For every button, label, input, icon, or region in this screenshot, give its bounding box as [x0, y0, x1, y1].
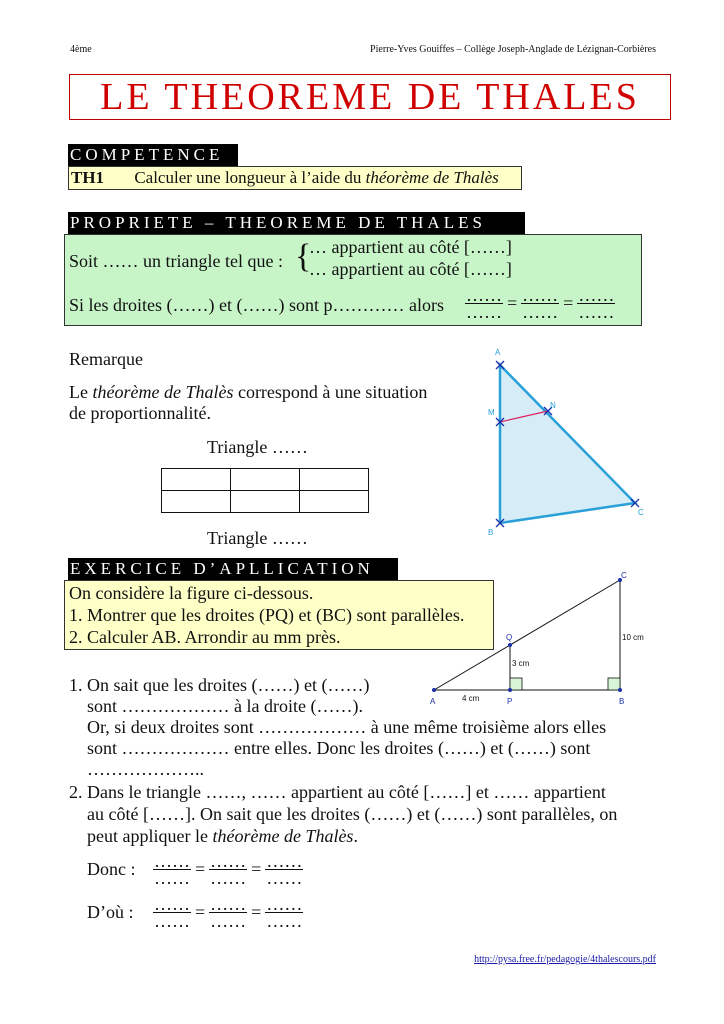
- propriete-line2: Si les droites (……) et (……) sont p………… alors: [69, 295, 444, 315]
- dou-row: D’où : $\frac{\dots\dots}{\dots\dots}$ = $\frac{\dots\dots}{\dots\dots}$ = $\frac{\dots\dots}{\dots\dots}$: [87, 894, 303, 931]
- dou-num-2: ……: [210, 894, 247, 914]
- competence-box: [68, 166, 522, 190]
- dou-num-1: ……: [154, 894, 190, 914]
- donc-num-1: ……: [154, 851, 190, 871]
- class-level: 4ème: [70, 44, 92, 55]
- table-cell[interactable]: [162, 491, 231, 513]
- answer1-line5: ………………..: [87, 759, 204, 779]
- propriete-band: PROPRIETE – THEOREME DE THALES: [68, 212, 525, 234]
- answer2-line2: au côté [……]. On sait que les droites (……) et (……) sont parallèles, on: [87, 804, 618, 824]
- answer2-italic: théorème de Thalès: [212, 826, 354, 846]
- table-cell[interactable]: [231, 469, 300, 491]
- answer2-text-a: peut appliquer le: [87, 826, 213, 846]
- competence-band: COMPETENCE: [68, 144, 238, 166]
- dou-den-3: ……: [266, 911, 303, 931]
- competence-italic: théorème de Thalès: [365, 168, 499, 187]
- donc-den-3: ……: [266, 868, 303, 888]
- dou-label: D’où :: [87, 902, 134, 922]
- remarque-text-a: Le: [69, 382, 93, 402]
- answer1-line1: 1. On sait que les droites (……) et (……): [69, 675, 370, 695]
- table-cell[interactable]: [231, 491, 300, 513]
- exercice-line2: 1. Montrer que les droites (PQ) et (BC) sont parallèles.: [69, 605, 465, 625]
- label-a: A: [430, 697, 436, 706]
- answer2-text-b: .: [353, 826, 358, 846]
- propriete-box: [64, 234, 642, 326]
- ratio-num-1: ……: [466, 285, 502, 305]
- length-bc: 10 cm: [622, 633, 644, 642]
- ratio-den-2: ……: [522, 302, 559, 322]
- triangle-abc: [500, 365, 635, 523]
- answer1-line2: sont ……………… à la droite (……).: [87, 696, 363, 716]
- label-b: B: [488, 528, 494, 537]
- donc-num-2: ……: [210, 851, 247, 871]
- label-m: M: [488, 408, 495, 417]
- thales-figure-1: [480, 345, 660, 545]
- table-cell[interactable]: [300, 469, 369, 491]
- dou-num-3: ……: [266, 894, 303, 914]
- propriete-cond2: … appartient au côté [……]: [309, 259, 512, 279]
- remarque-text: [69, 382, 427, 403]
- donc-den-2: ……: [210, 868, 247, 888]
- thales-figure-2: [420, 568, 660, 718]
- table-cell[interactable]: [162, 469, 231, 491]
- donc-label: Donc :: [87, 859, 136, 879]
- label-c: C: [621, 571, 627, 580]
- segment-ac: [434, 580, 620, 690]
- point-q: [508, 643, 512, 647]
- donc-num-3: ……: [266, 851, 303, 871]
- point-p: [508, 688, 512, 692]
- remarque-italic: théorème de Thalès: [92, 382, 234, 402]
- label-n: N: [550, 401, 556, 410]
- author-line: Pierre-Yves Gouiffes – Collège Joseph-Anglade de Lézignan-Corbières: [370, 44, 656, 55]
- donc-row: Donc : $\frac{\dots\dots}{\dots\dots}$ = $\frac{\dots\dots}{\dots\dots}$ = $\frac{\dots\dots}{\dots\dots}$: [87, 851, 303, 888]
- remarque-text-line2: de proportionnalité.: [69, 403, 211, 423]
- point-a: [432, 688, 436, 692]
- propriete-ratios: $\frac{\dots\dots}{\dots\dots}$ = $\frac{\dots\dots}{\dots\dots}$ = $\frac{\dots\dots}{\dots\dots}$: [466, 285, 615, 322]
- exercice-band: EXERCICE D’APLLICATION: [68, 558, 398, 580]
- answer2-line3: [87, 826, 358, 847]
- answer1-line4: sont ……………… entre elles. Donc les droites (……) et (……) sont: [87, 738, 591, 758]
- ratio-num-3: ……: [578, 285, 615, 305]
- ratio-num-2: ……: [522, 285, 559, 305]
- dou-den-2: ……: [210, 911, 247, 931]
- length-pq: 3 cm: [512, 659, 530, 668]
- exercice-line3: 2. Calculer AB. Arrondir au mm près.: [69, 627, 341, 647]
- right-angle-p: [510, 678, 522, 690]
- triangle-label-1: Triangle ……: [207, 437, 308, 457]
- label-p: P: [507, 697, 513, 706]
- label-a: A: [495, 348, 501, 357]
- ratio-den-1: ……: [466, 302, 502, 322]
- exercice-line1: On considère la figure ci-dessous.: [69, 583, 314, 603]
- answer2-line1: 2. Dans le triangle ……, …… appartient au côté [……] et …… appartient: [69, 782, 606, 802]
- source-link[interactable]: http://pysa.free.fr/pedagogie/4thalescours.pdf: [474, 954, 656, 965]
- proportion-table: [161, 468, 369, 513]
- propriete-cond1: … appartient au côté [……]: [309, 237, 512, 257]
- table-cell[interactable]: [300, 491, 369, 513]
- length-ap: 4 cm: [462, 694, 480, 703]
- competence-code: TH1: [71, 168, 105, 187]
- triangle-label-2: Triangle ……: [207, 528, 308, 548]
- answer1-line3: Or, si deux droites sont ……………… à une même troisième alors elles: [87, 717, 607, 737]
- remarque-label: Remarque: [69, 349, 143, 369]
- dou-den-1: ……: [154, 911, 190, 931]
- page-title: LE THEOREME DE THALES: [69, 74, 671, 120]
- label-c: C: [638, 508, 644, 517]
- right-angle-b: [608, 678, 620, 690]
- donc-den-1: ……: [154, 868, 190, 888]
- ratio-den-3: ……: [578, 302, 615, 322]
- point-b: [618, 688, 622, 692]
- propriete-line1: Soit …… un triangle tel que :: [69, 251, 283, 271]
- competence-text: Calculer une longueur à l’aide du: [134, 168, 366, 187]
- remarque-text-b: correspond à une situation: [233, 382, 428, 402]
- label-q: Q: [506, 633, 513, 642]
- label-b: B: [619, 697, 625, 706]
- brace: {: [295, 238, 312, 275]
